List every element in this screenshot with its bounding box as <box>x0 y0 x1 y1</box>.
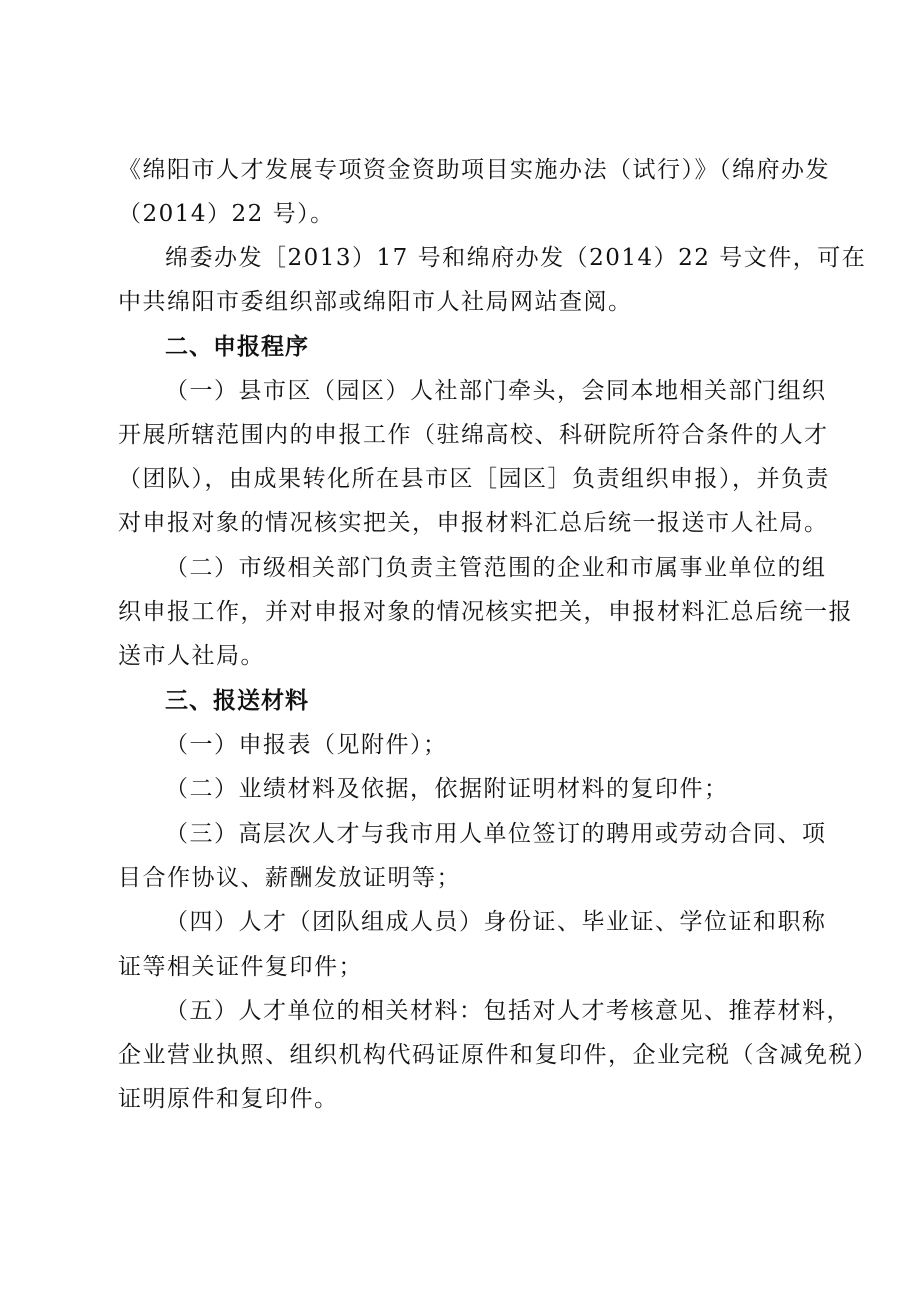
paragraph-line: （三）高层次人才与我市用人单位签订的聘用或劳动合同、项 <box>165 821 827 847</box>
paragraph-line: （五）人才单位的相关材料：包括对人才考核意见、推荐材料， <box>165 998 851 1024</box>
paragraph-line: 送市人社局。 <box>118 643 265 669</box>
paragraph-line: （二）业绩材料及依据，依据附证明材料的复印件； <box>165 776 729 802</box>
paragraph-line: 企业营业执照、组织机构代码证原件和复印件，企业完税（含减免税） <box>118 1042 878 1068</box>
paragraph-line: 证明原件和复印件。 <box>118 1086 339 1112</box>
paragraph-line: 织申报工作，并对申报对象的情况核实把关，申报材料汇总后统一报 <box>118 599 853 625</box>
paragraph-line: （2014）22 号）。 <box>118 201 335 227</box>
paragraph-line: （二）市级相关部门负责主管范围的企业和市属事业单位的组 <box>165 555 827 581</box>
section-heading: 三、报送材料 <box>165 688 309 714</box>
paragraph-line: 开展所辖范围内的申报工作（驻绵高校、科研院所符合条件的人才 <box>118 422 829 448</box>
paragraph-line: 绵委办发［2013）17 号和绵府办发（2014）22 号文件，可在 <box>165 245 867 271</box>
paragraph-line: （团队），由成果转化所在县市区［园区］负责组织申报），并负责 <box>118 466 830 492</box>
paragraph-line: （一）申报表（见附件）； <box>165 732 448 758</box>
paragraph-line: 《绵阳市人才发展专项资金资助项目实施办法（试行）》（绵府办发 <box>118 157 830 183</box>
paragraph-line: （一）县市区（园区）人社部门牵头，会同本地相关部门组织 <box>165 378 827 404</box>
paragraph-line: 证等相关证件复印件； <box>118 954 363 980</box>
section-heading: 二、申报程序 <box>165 334 309 360</box>
paragraph-line: 目合作协议、薪酬发放证明等； <box>118 865 461 891</box>
paragraph-line: 对申报对象的情况核实把关，申报材料汇总后统一报送市人社局。 <box>118 510 829 536</box>
paragraph-line: （四）人才（团队组成人员）身份证、毕业证、学位证和职称 <box>165 909 827 935</box>
paragraph-line: 中共绵阳市委组织部或绵阳市人社局网站查阅。 <box>118 289 633 315</box>
